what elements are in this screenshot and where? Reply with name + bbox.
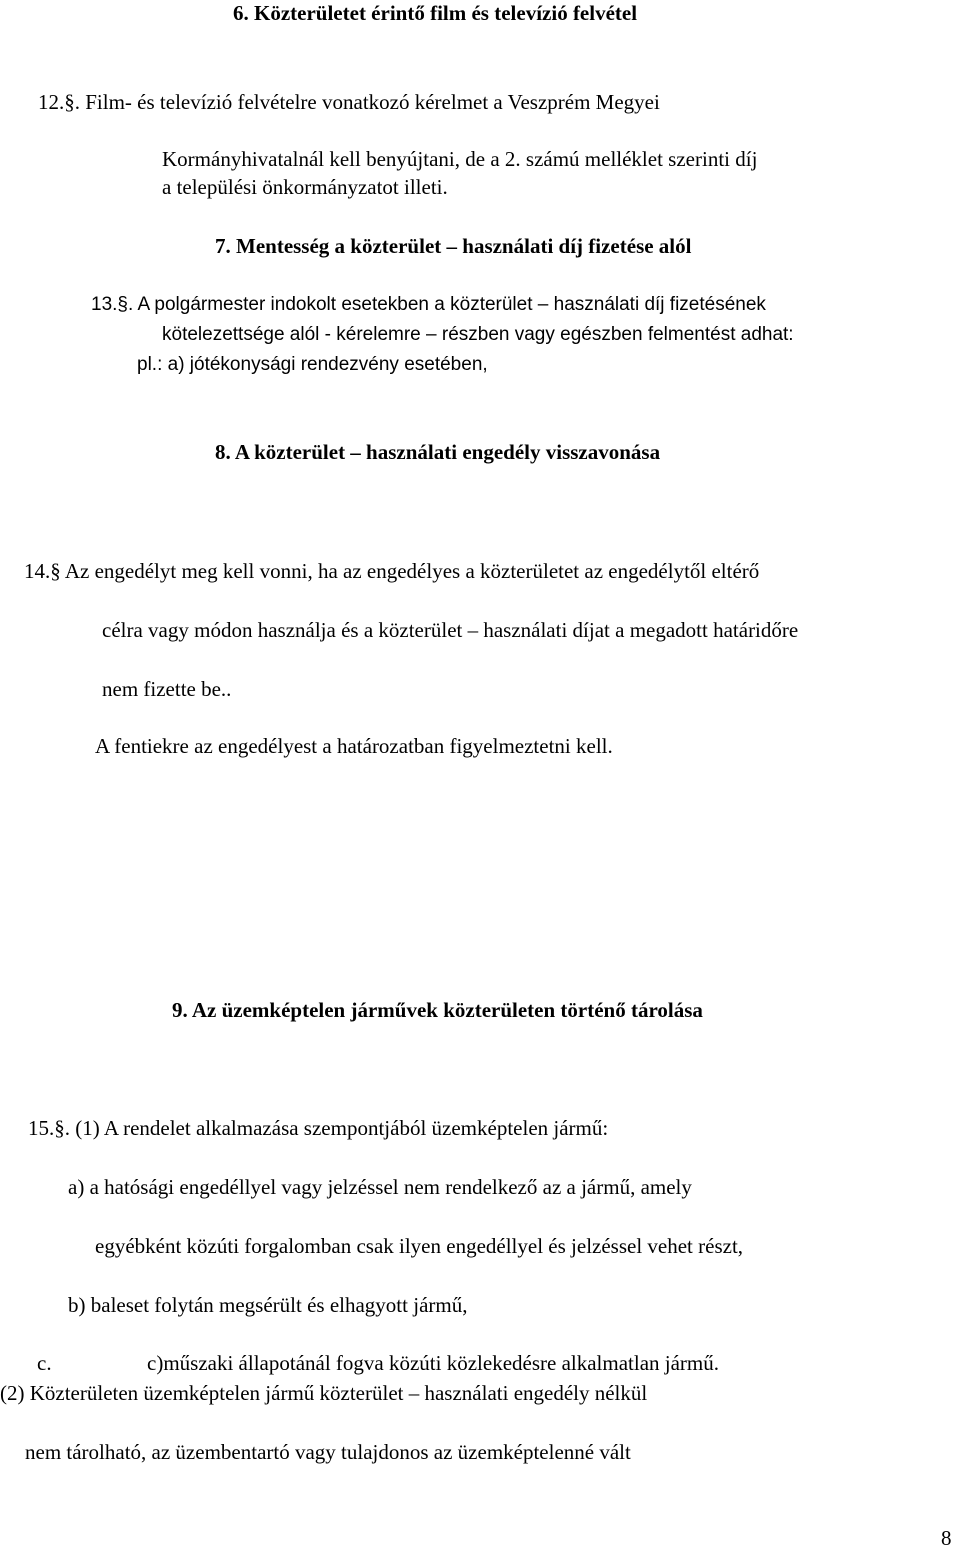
section-7-heading: 7. Mentesség a közterület – használati díj fizetése alól [215, 234, 692, 258]
paragraph-13-line-1: 13.§. A polgármester indokolt esetekben a közterület – használati díj fizetésének [91, 294, 766, 315]
paragraph-12-line-2: Kormányhivatalnál kell benyújtani, de a 2. számú melléklet szerinti díj [162, 147, 758, 171]
paragraph-13-line-3: pl.: a) jótékonysági rendezvény esetében, [137, 354, 488, 375]
paragraph-12-line-3: a települési önkormányzatot illeti. [162, 175, 448, 199]
paragraph-15-line-1: 15.§. (1) A rendelet alkalmazása szempontjából üzemképtelen jármű: [28, 1116, 609, 1140]
paragraph-12-line-1: 12.§. Film- és televízió felvételre vonatkozó kérelmet a Veszprém Megyei [38, 90, 660, 114]
section-9-heading: 9. Az üzemképtelen járművek közterületen történő tárolása [172, 998, 703, 1022]
paragraph-15-item-c-number: c. [37, 1351, 52, 1375]
paragraph-14-line-2: célra vagy módon használja és a közterület – használati díjat a megadott határidőre [102, 618, 799, 642]
paragraph-15-item-a-line-1: a) a hatósági engedéllyel vagy jelzéssel nem rendelkező az a jármű, amely [68, 1175, 692, 1199]
page-number: 8 [941, 1526, 952, 1550]
paragraph-15-item-b: b) baleset folytán megsérült és elhagyott jármű, [68, 1293, 468, 1317]
paragraph-13-line-2: kötelezettsége alól - kérelemre – részben vagy egészben felmentést adhat: [162, 324, 794, 345]
paragraph-15-item-c-text: c)műszaki állapotánál fogva közúti közlekedésre alkalmatlan jármű. [147, 1351, 720, 1375]
paragraph-14-line-4: A fentiekre az engedélyest a határozatban figyelmeztetni kell. [95, 734, 613, 758]
paragraph-15-2-line-2: nem tárolható, az üzembentartó vagy tulajdonos az üzemképtelenné vált [25, 1440, 631, 1464]
paragraph-15-item-a-line-2: egyébként közúti forgalomban csak ilyen engedéllyel és jelzéssel vehet részt, [95, 1234, 744, 1258]
paragraph-15-2-line-1: (2) Közterületen üzemképtelen jármű közterület – használati engedély nélkül [0, 1381, 648, 1405]
section-8-heading: 8. A közterület – használati engedély visszavonása [215, 440, 661, 464]
section-6-heading: 6. Közterületet érintő film és televízió felvétel [233, 1, 638, 25]
paragraph-14-line-1: 14.§ Az engedélyt meg kell vonni, ha az engedélyes a közterületet az engedélytől eltérő [24, 559, 760, 583]
paragraph-14-line-3: nem fizette be.. [102, 677, 232, 701]
